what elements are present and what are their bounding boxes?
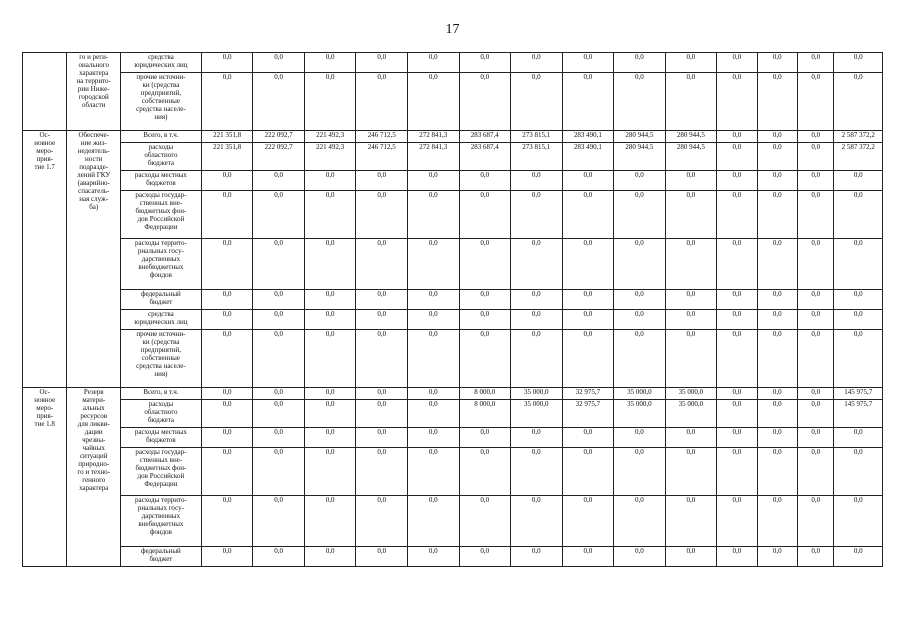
value-cell: 0,0: [665, 496, 717, 547]
value-cell: 0,0: [356, 388, 408, 400]
value-cell: 0,0: [757, 428, 797, 448]
value-cell: 0,0: [201, 448, 253, 496]
value-cell: 32 975,7: [562, 388, 614, 400]
value-cell: 0,0: [511, 191, 563, 239]
value-cell: 0,0: [717, 547, 757, 567]
value-cell: 0,0: [201, 496, 253, 547]
value-cell: 0,0: [717, 310, 757, 330]
value-cell: 0,0: [562, 73, 614, 131]
value-cell: 0,0: [511, 239, 563, 290]
value-cell: 0,0: [511, 73, 563, 131]
value-cell: 0,0: [798, 290, 834, 310]
value-cell: 0,0: [665, 330, 717, 388]
value-cell: 0,0: [253, 400, 305, 428]
value-cell: 0,0: [665, 239, 717, 290]
value-cell: 0,0: [407, 290, 459, 310]
value-cell: 0,0: [459, 496, 511, 547]
value-cell: 0,0: [665, 53, 717, 73]
funding-source-label: расходы областного бюджета: [121, 143, 202, 171]
value-cell: 35 000,0: [665, 388, 717, 400]
value-cell: 0,0: [459, 53, 511, 73]
value-cell: 0,0: [757, 330, 797, 388]
value-cell: 0,0: [201, 171, 253, 191]
value-cell: 0,0: [665, 310, 717, 330]
value-cell: 0,0: [614, 310, 666, 330]
funding-source-label: федеральный бюджет: [121, 547, 202, 567]
value-cell: 0,0: [459, 547, 511, 567]
value-cell: 0,0: [562, 290, 614, 310]
value-cell: 0,0: [562, 330, 614, 388]
value-cell: 0,0: [459, 310, 511, 330]
value-cell: 0,0: [253, 448, 305, 496]
value-cell: 0,0: [201, 310, 253, 330]
value-cell: 0,0: [614, 290, 666, 310]
value-cell: 0,0: [798, 131, 834, 143]
value-cell: 0,0: [614, 191, 666, 239]
value-cell: 0,0: [757, 448, 797, 496]
value-cell: 0,0: [459, 290, 511, 310]
value-cell: 0,0: [201, 547, 253, 567]
value-cell: 0,0: [798, 388, 834, 400]
value-cell: 0,0: [511, 310, 563, 330]
table-row: [23, 131, 883, 143]
value-cell: 0,0: [304, 547, 356, 567]
value-cell: 0,0: [717, 496, 757, 547]
value-cell: 272 841,3: [407, 143, 459, 171]
value-cell: 0,0: [253, 496, 305, 547]
value-cell: 0,0: [717, 73, 757, 131]
funding-source-label: расходы террито- риальных госу- дарственных внебюджетных фондов: [121, 239, 202, 290]
value-cell: 0,0: [253, 239, 305, 290]
value-cell: 0,0: [798, 171, 834, 191]
event-label-cell: Ос- новное меро- прия- тие 1.7: [23, 131, 67, 388]
value-cell: 0,0: [562, 191, 614, 239]
value-cell: 0,0: [562, 239, 614, 290]
value-cell: 0,0: [665, 191, 717, 239]
value-cell: 0,0: [407, 547, 459, 567]
value-cell: 0,0: [562, 171, 614, 191]
event-label-cell: [23, 53, 67, 131]
table-row: [23, 330, 883, 388]
value-cell: 0,0: [665, 547, 717, 567]
value-cell: 0,0: [834, 310, 883, 330]
value-cell: 145 975,7: [834, 400, 883, 428]
value-cell: 0,0: [717, 330, 757, 388]
value-cell: 221 492,3: [304, 131, 356, 143]
value-cell: 0,0: [757, 191, 797, 239]
value-cell: 0,0: [356, 191, 408, 239]
table-row: [23, 448, 883, 496]
event-name-cell: го и реги- онального характера на террито- рии Ниже- городской области: [67, 53, 121, 131]
value-cell: 35 000,0: [511, 388, 563, 400]
value-cell: 0,0: [834, 428, 883, 448]
value-cell: 0,0: [459, 428, 511, 448]
value-cell: 0,0: [798, 547, 834, 567]
value-cell: 0,0: [356, 310, 408, 330]
funding-source-label: средства юридических лиц: [121, 53, 202, 73]
value-cell: 0,0: [407, 428, 459, 448]
value-cell: 0,0: [717, 388, 757, 400]
value-cell: 0,0: [665, 448, 717, 496]
value-cell: 0,0: [665, 73, 717, 131]
value-cell: 0,0: [717, 131, 757, 143]
value-cell: 0,0: [356, 290, 408, 310]
value-cell: 0,0: [201, 191, 253, 239]
value-cell: 8 000,0: [459, 388, 511, 400]
value-cell: 0,0: [356, 428, 408, 448]
value-cell: 0,0: [717, 171, 757, 191]
value-cell: 0,0: [614, 496, 666, 547]
value-cell: 0,0: [614, 73, 666, 131]
value-cell: 0,0: [757, 73, 797, 131]
funding-source-label: расходы государ- ственных вне- бюджетных фон- дов Российской Федерации: [121, 191, 202, 239]
value-cell: 0,0: [201, 330, 253, 388]
value-cell: 0,0: [614, 547, 666, 567]
value-cell: 0,0: [798, 73, 834, 131]
value-cell: 0,0: [757, 53, 797, 73]
value-cell: 0,0: [407, 388, 459, 400]
value-cell: 0,0: [614, 171, 666, 191]
value-cell: 0,0: [834, 191, 883, 239]
value-cell: 0,0: [614, 239, 666, 290]
funding-source-label: прочие источни- ки (средства предприятий, собственные средства населе- ния): [121, 73, 202, 131]
value-cell: 0,0: [834, 171, 883, 191]
value-cell: 0,0: [304, 73, 356, 131]
value-cell: 280 944,5: [614, 143, 666, 171]
value-cell: 2 587 372,2: [834, 131, 883, 143]
funding-source-label: Всего, в т.ч.: [121, 388, 202, 400]
value-cell: 283 687,4: [459, 143, 511, 171]
value-cell: 0,0: [356, 448, 408, 496]
value-cell: 0,0: [459, 448, 511, 496]
funding-source-label: расходы террито- риальных госу- дарственных внебюджетных фондов: [121, 496, 202, 547]
value-cell: 0,0: [717, 400, 757, 428]
value-cell: 280 944,5: [614, 131, 666, 143]
value-cell: 0,0: [304, 239, 356, 290]
table-row: [23, 428, 883, 448]
value-cell: 35 000,0: [614, 388, 666, 400]
value-cell: 0,0: [717, 448, 757, 496]
value-cell: 0,0: [614, 448, 666, 496]
value-cell: 0,0: [304, 400, 356, 428]
value-cell: 0,0: [304, 290, 356, 310]
value-cell: 0,0: [562, 547, 614, 567]
value-cell: 246 712,5: [356, 131, 408, 143]
value-cell: 0,0: [665, 171, 717, 191]
table-row: [23, 290, 883, 310]
value-cell: 0,0: [459, 330, 511, 388]
value-cell: 0,0: [253, 171, 305, 191]
value-cell: 0,0: [201, 400, 253, 428]
funding-source-label: расходы областного бюджета: [121, 400, 202, 428]
value-cell: 0,0: [834, 496, 883, 547]
value-cell: 0,0: [717, 53, 757, 73]
table-row: [23, 496, 883, 547]
value-cell: 0,0: [407, 53, 459, 73]
value-cell: 280 944,5: [665, 143, 717, 171]
value-cell: 0,0: [356, 73, 408, 131]
funding-source-label: расходы местных бюджетов: [121, 171, 202, 191]
value-cell: 0,0: [459, 73, 511, 131]
value-cell: 0,0: [834, 330, 883, 388]
value-cell: 0,0: [304, 191, 356, 239]
value-cell: 221 351,8: [201, 131, 253, 143]
value-cell: 0,0: [562, 448, 614, 496]
value-cell: 0,0: [511, 428, 563, 448]
value-cell: 0,0: [407, 448, 459, 496]
value-cell: 0,0: [717, 290, 757, 310]
value-cell: 0,0: [407, 400, 459, 428]
value-cell: 145 975,7: [834, 388, 883, 400]
value-cell: 0,0: [356, 496, 408, 547]
value-cell: 0,0: [407, 191, 459, 239]
value-cell: 221 351,8: [201, 143, 253, 171]
value-cell: 0,0: [798, 143, 834, 171]
value-cell: 0,0: [253, 53, 305, 73]
value-cell: 35 000,0: [614, 400, 666, 428]
value-cell: 0,0: [304, 496, 356, 547]
value-cell: 0,0: [253, 547, 305, 567]
value-cell: 0,0: [511, 496, 563, 547]
value-cell: 0,0: [757, 388, 797, 400]
value-cell: 35 000,0: [511, 400, 563, 428]
value-cell: 221 492,3: [304, 143, 356, 171]
table-row: [23, 547, 883, 567]
value-cell: 222 092,7: [253, 131, 305, 143]
value-cell: 0,0: [407, 73, 459, 131]
value-cell: 0,0: [798, 191, 834, 239]
value-cell: 0,0: [757, 171, 797, 191]
value-cell: 0,0: [304, 388, 356, 400]
value-cell: 0,0: [201, 239, 253, 290]
table-row: [23, 388, 883, 400]
value-cell: 0,0: [511, 53, 563, 73]
table-row: [23, 143, 883, 171]
value-cell: 0,0: [665, 290, 717, 310]
value-cell: 0,0: [356, 53, 408, 73]
value-cell: 0,0: [798, 53, 834, 73]
value-cell: 283 490,1: [562, 143, 614, 171]
value-cell: 0,0: [562, 53, 614, 73]
value-cell: 0,0: [717, 428, 757, 448]
value-cell: 0,0: [757, 131, 797, 143]
value-cell: 0,0: [407, 171, 459, 191]
table-body: [23, 53, 883, 567]
value-cell: 272 841,3: [407, 131, 459, 143]
value-cell: 0,0: [717, 191, 757, 239]
table-row: [23, 239, 883, 290]
value-cell: 0,0: [614, 428, 666, 448]
value-cell: 0,0: [459, 171, 511, 191]
value-cell: 0,0: [757, 496, 797, 547]
value-cell: 273 815,1: [511, 131, 563, 143]
value-cell: 0,0: [511, 290, 563, 310]
value-cell: 0,0: [757, 239, 797, 290]
value-cell: 0,0: [562, 310, 614, 330]
funding-source-label: средства юридических лиц: [121, 310, 202, 330]
value-cell: 0,0: [834, 448, 883, 496]
value-cell: 222 092,7: [253, 143, 305, 171]
value-cell: 0,0: [459, 239, 511, 290]
funding-source-label: расходы государ- ственных вне- бюджетных фон- дов Российской Федерации: [121, 448, 202, 496]
page-number: 17: [445, 22, 460, 37]
table-row: [23, 53, 883, 73]
table-row: [23, 191, 883, 239]
value-cell: 35 000,0: [665, 400, 717, 428]
value-cell: 2 587 372,2: [834, 143, 883, 171]
value-cell: 0,0: [304, 310, 356, 330]
value-cell: 0,0: [717, 143, 757, 171]
funding-source-label: прочие источни- ки (средства предприятий, собственные средства населе- ния): [121, 330, 202, 388]
value-cell: 0,0: [757, 547, 797, 567]
value-cell: 0,0: [757, 143, 797, 171]
event-label-cell: Ос- новное меро- прия- тие 1.8: [23, 388, 67, 567]
value-cell: 0,0: [253, 191, 305, 239]
value-cell: 0,0: [798, 239, 834, 290]
value-cell: 0,0: [356, 171, 408, 191]
value-cell: 0,0: [407, 310, 459, 330]
table-row: [23, 400, 883, 428]
value-cell: 0,0: [614, 53, 666, 73]
budget-table: [22, 52, 883, 567]
value-cell: 0,0: [407, 496, 459, 547]
value-cell: 0,0: [356, 239, 408, 290]
value-cell: 0,0: [511, 330, 563, 388]
value-cell: 0,0: [253, 73, 305, 131]
value-cell: 0,0: [757, 290, 797, 310]
value-cell: 283 490,1: [562, 131, 614, 143]
value-cell: 0,0: [253, 310, 305, 330]
value-cell: 0,0: [201, 53, 253, 73]
value-cell: 0,0: [201, 73, 253, 131]
table-row: [23, 310, 883, 330]
value-cell: 0,0: [798, 448, 834, 496]
value-cell: 0,0: [304, 330, 356, 388]
value-cell: 0,0: [665, 428, 717, 448]
value-cell: 0,0: [834, 239, 883, 290]
value-cell: 0,0: [757, 310, 797, 330]
value-cell: 0,0: [407, 239, 459, 290]
funding-source-label: федеральный бюджет: [121, 290, 202, 310]
value-cell: 0,0: [511, 171, 563, 191]
event-name-cell: Обеспече- ние жиз- недеятель- ности подразде- лений ГКУ (аварийно- спасатель- ная служ- ба): [67, 131, 121, 388]
value-cell: 0,0: [253, 330, 305, 388]
value-cell: 0,0: [834, 290, 883, 310]
value-cell: 0,0: [798, 428, 834, 448]
value-cell: 0,0: [798, 400, 834, 428]
value-cell: 0,0: [511, 547, 563, 567]
value-cell: 273 815,1: [511, 143, 563, 171]
value-cell: 0,0: [562, 496, 614, 547]
value-cell: 0,0: [798, 330, 834, 388]
value-cell: 246 712,5: [356, 143, 408, 171]
value-cell: 0,0: [356, 547, 408, 567]
funding-source-label: Всего, в т.ч.: [121, 131, 202, 143]
table-row: [23, 171, 883, 191]
value-cell: 0,0: [562, 428, 614, 448]
value-cell: 0,0: [834, 73, 883, 131]
value-cell: 0,0: [304, 428, 356, 448]
value-cell: 0,0: [253, 290, 305, 310]
value-cell: 0,0: [511, 448, 563, 496]
value-cell: 0,0: [356, 400, 408, 428]
value-cell: 0,0: [757, 400, 797, 428]
value-cell: 0,0: [201, 428, 253, 448]
value-cell: 32 975,7: [562, 400, 614, 428]
value-cell: 0,0: [717, 239, 757, 290]
table-row: [23, 73, 883, 131]
value-cell: 0,0: [407, 330, 459, 388]
value-cell: 0,0: [253, 388, 305, 400]
value-cell: 0,0: [798, 496, 834, 547]
event-name-cell: Резерв матери- альных ресурсов для ликви- дации чрезвы- чайных ситуаций природно- го и техно- генного характера: [67, 388, 121, 567]
value-cell: 280 944,5: [665, 131, 717, 143]
value-cell: 0,0: [201, 388, 253, 400]
value-cell: 0,0: [356, 330, 408, 388]
value-cell: 0,0: [614, 330, 666, 388]
value-cell: 0,0: [304, 171, 356, 191]
value-cell: 8 000,0: [459, 400, 511, 428]
value-cell: 0,0: [304, 448, 356, 496]
value-cell: 0,0: [304, 53, 356, 73]
value-cell: 283 687,4: [459, 131, 511, 143]
value-cell: 0,0: [798, 310, 834, 330]
funding-source-label: расходы местных бюджетов: [121, 428, 202, 448]
value-cell: 0,0: [253, 428, 305, 448]
value-cell: 0,0: [834, 53, 883, 73]
value-cell: 0,0: [834, 547, 883, 567]
value-cell: 0,0: [459, 191, 511, 239]
value-cell: 0,0: [201, 290, 253, 310]
